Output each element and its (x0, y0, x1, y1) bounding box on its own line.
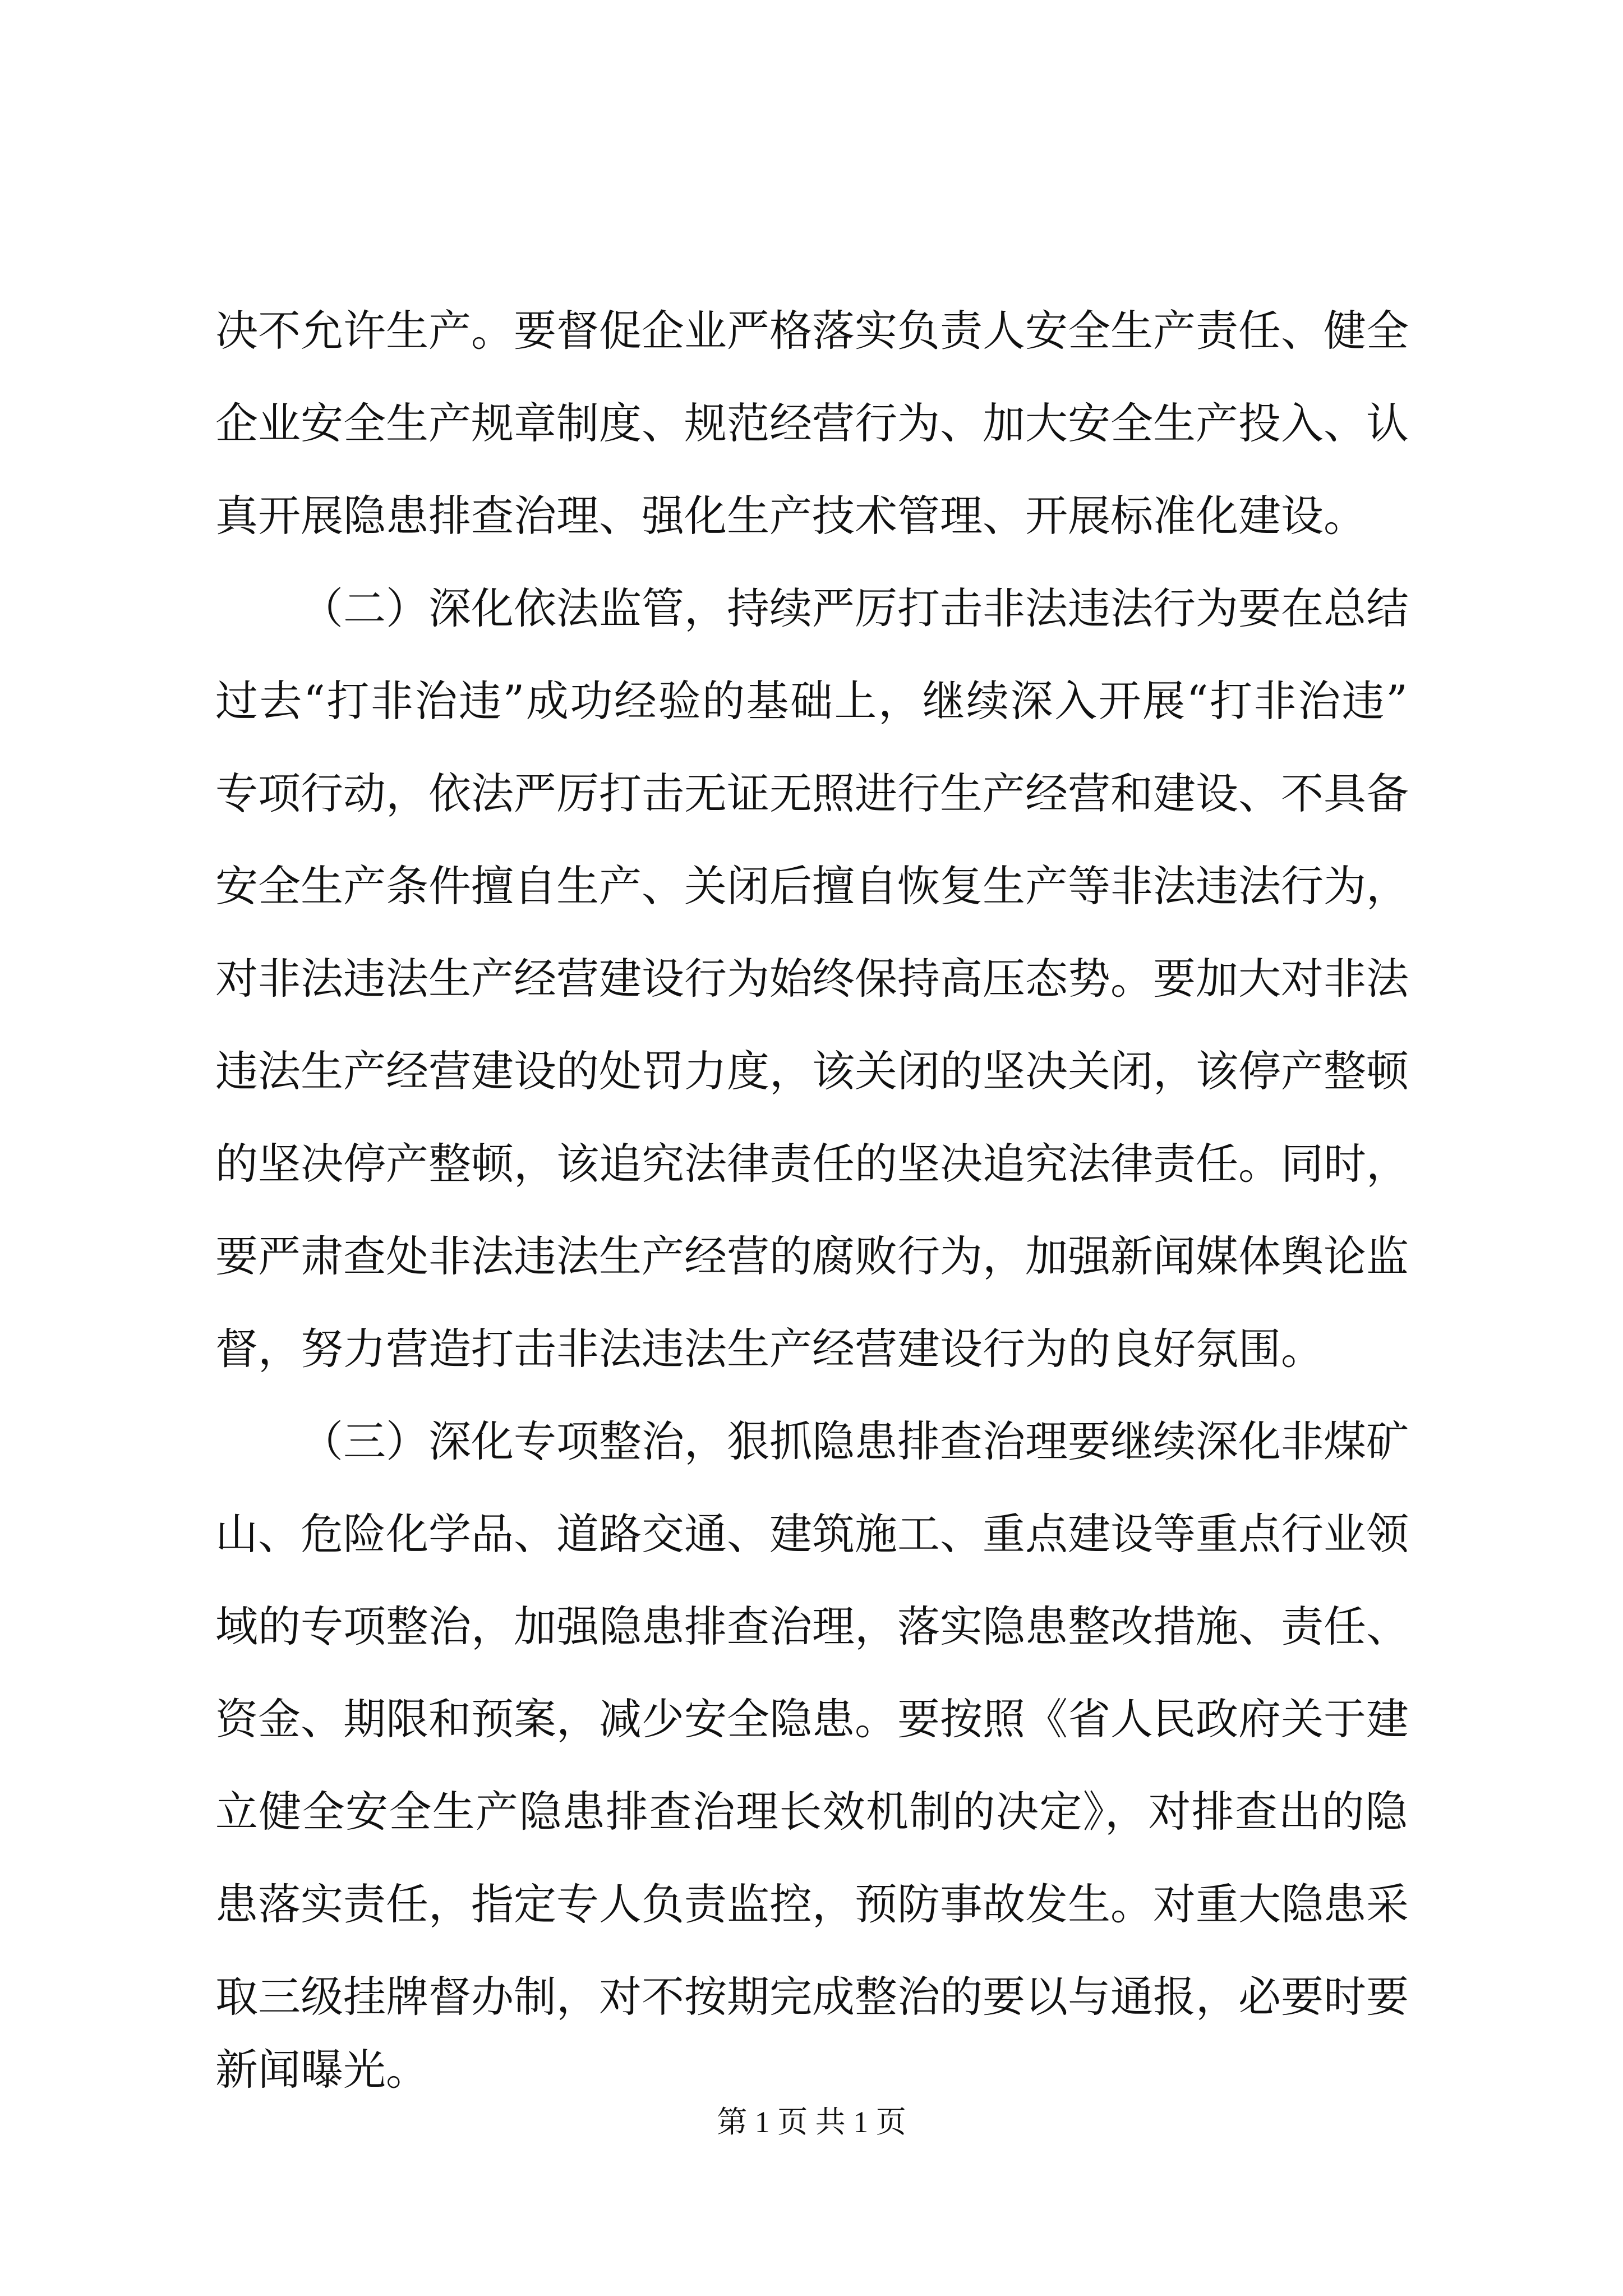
text-line: 要严肃查处非法违法生产经营的腐败行为，加强新闻媒体舆论监 (215, 1231, 1409, 1281)
text-line: 的坚决停产整顿，该追究法律责任的坚决追究法律责任。同时， (215, 1139, 1409, 1189)
text-line: 违法生产经营建设的处罚力度，该关闭的坚决关闭，该停产整顿 (215, 1046, 1409, 1096)
text-line: 资金、期限和预案，减少安全隐患。要按照《省人民政府关于建 (215, 1694, 1409, 1744)
text-line: 安全生产条件擅自生产、关闭后擅自恢复生产等非法违法行为， (215, 861, 1409, 911)
text-line: 专项行动，依法严厉打击无证无照进行生产经营和建设、不具备 (215, 769, 1409, 818)
text-line: 真开展隐患排查治理、强化生产技术管理、开展标准化建设。 (215, 491, 1366, 541)
text-line: 过去“打非治违”成功经验的基础上，继续深入开展“打非治违” (215, 676, 1408, 726)
text-line: 企业安全生产规章制度、规范经营行为、加大安全生产投入、认 (215, 398, 1409, 448)
text-line: 取三级挂牌督办制，对不按期完成整治的要以与通报，必要时要 (215, 1972, 1409, 2022)
text-line: 山、危险化学品、道路交通、建筑施工、重点建设等重点行业领 (215, 1509, 1409, 1559)
page-footer: 第 1 页 共 1 页 (717, 2105, 906, 2139)
paragraph-heading: （三）深化专项整治，狠抓隐患排查治理要继续深化非煤矿 (301, 1416, 1409, 1466)
text-line: 域的专项整治，加强隐患排查治理，落实隐患整改措施、责任、 (215, 1602, 1409, 1651)
text-line: 立健全安全生产隐患排查治理长效机制的决定》，对排查出的隐 (215, 1787, 1408, 1837)
text-line: 对非法违法生产经营建设行为始终保持高压态势。要加大对非法 (215, 954, 1409, 1004)
text-line: 督，努力营造打击非法违法生产经营建设行为的良好氛围。 (215, 1324, 1324, 1374)
paragraph-heading: （二）深化依法监管，持续严厉打击非法违法行为要在总结 (301, 583, 1409, 633)
text-line: 新闻曝光。 (215, 2045, 428, 2095)
text-line: 患落实责任，指定专人负责监控，预防事故发生。对重大隐患采 (215, 1879, 1409, 1929)
text-line: 决不允许生产。要督促企业严格落实负责人安全生产责任、健全 (215, 306, 1409, 356)
